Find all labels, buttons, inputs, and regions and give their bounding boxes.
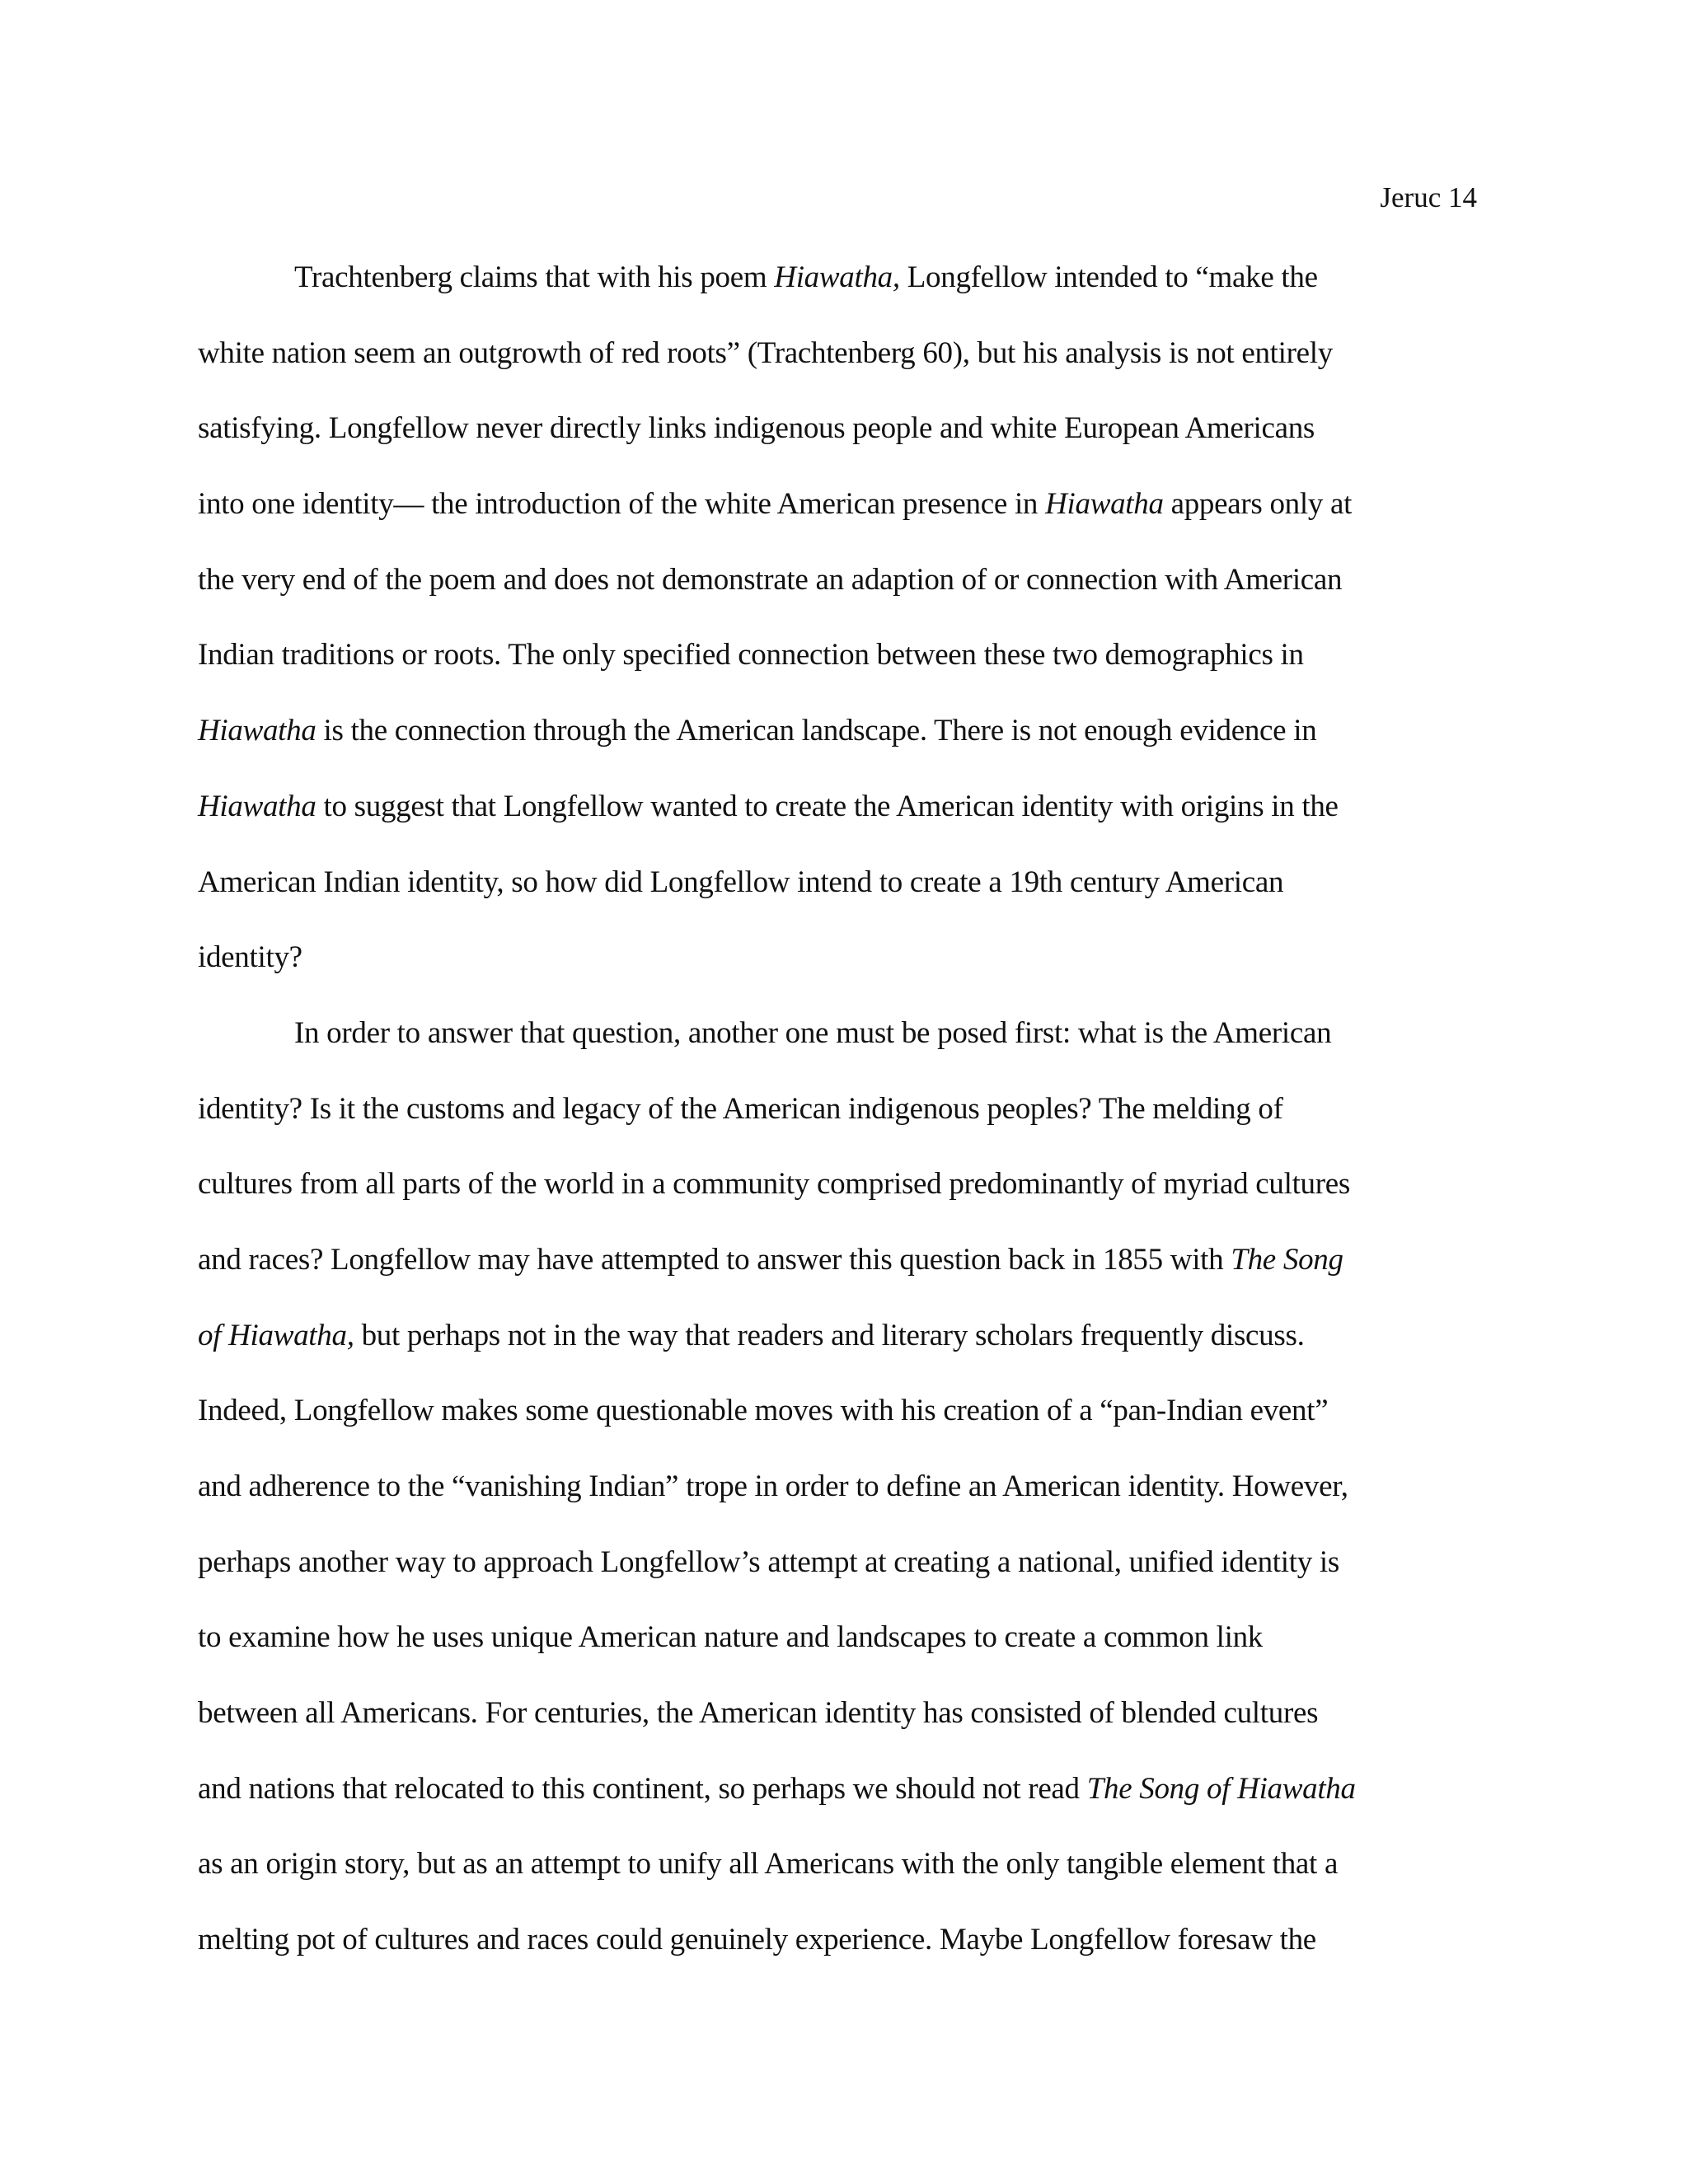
text-run: identity? <box>198 940 302 975</box>
text-run: identity? Is it the customs and legacy of the American indigenous peoples? The melding of <box>198 1091 1283 1126</box>
text-line <box>198 693 1490 769</box>
text-run: into one identity— the introduction of the white American presence in <box>198 487 1046 522</box>
text-run: and adherence to the “vanishing Indian” trope in order to define an American identity. However, <box>198 1469 1348 1503</box>
italic-title: Hiawatha <box>198 789 316 823</box>
text-run: American Indian identity, so how did Longfellow intend to create a 19th century American <box>198 865 1284 899</box>
text-line <box>198 1902 1490 1978</box>
text-line <box>198 466 1490 542</box>
text-run: as an origin story, but as an attempt to unify all Americans with the only tangible element that a <box>198 1847 1339 1882</box>
text-run: Longfellow intended to “make the <box>899 260 1318 294</box>
text-line <box>198 1222 1490 1298</box>
text-line <box>198 1298 1490 1374</box>
text-line <box>198 1449 1490 1525</box>
paragraph <box>198 240 1490 996</box>
italic-title: Hiawatha <box>198 714 316 748</box>
text-run: to suggest that Longfellow wanted to create the American identity with origins in the <box>316 789 1339 823</box>
text-line <box>198 542 1490 618</box>
text-line <box>198 1373 1490 1449</box>
text-run: Trachtenberg claims that with his poem <box>294 260 775 294</box>
text-run: between all Americans. For centuries, the American identity has consisted of blended cultures <box>198 1696 1319 1731</box>
text-run: is the connection through the American landscape. There is not enough evidence in <box>316 714 1317 748</box>
text-run: and races? Longfellow may have attempted to answer this question back in 1855 with <box>198 1242 1231 1277</box>
text-run: to examine how he uses unique American nature and landscapes to create a common link <box>198 1620 1263 1655</box>
text-line <box>198 769 1490 845</box>
text-run: and nations that relocated to this continent, so perhaps we should not read <box>198 1771 1087 1806</box>
text-line <box>198 920 1490 996</box>
text-line <box>198 1146 1490 1222</box>
text-line <box>198 1071 1490 1147</box>
italic-title: Hiawatha, <box>774 260 900 294</box>
italic-title: The Song <box>1231 1242 1343 1277</box>
text-line <box>198 1751 1490 1827</box>
text-line <box>198 240 1490 316</box>
text-line <box>198 617 1490 693</box>
text-run: cultures from all parts of the world in a community comprised predominantly of myriad cultures <box>198 1167 1350 1202</box>
italic-title: The Song of Hiawatha <box>1086 1771 1356 1806</box>
text-run: white nation seem an outgrowth of red roots” (Trachtenberg 60), but his analysis is not entirely <box>198 335 1333 370</box>
text-line <box>198 845 1490 921</box>
text-line <box>198 1675 1490 1751</box>
text-run: but perhaps not in the way that readers and literary scholars frequently discuss. <box>354 1318 1305 1352</box>
text-line <box>198 1826 1490 1902</box>
text-run: appears only at <box>1163 487 1353 522</box>
text-line <box>198 1600 1490 1675</box>
text-line <box>198 316 1490 391</box>
text-run: melting pot of cultures and races could genuinely experience. Maybe Longfellow foresaw the <box>198 1923 1316 1957</box>
body-text <box>198 240 1490 1978</box>
text-run: perhaps another way to approach Longfellow’s attempt at creating a national, unified identity is <box>198 1544 1339 1579</box>
italic-title: of Hiawatha, <box>198 1318 354 1352</box>
text-run: In order to answer that question, another one must be posed first: what is the American <box>294 1015 1332 1050</box>
text-run: Indian traditions or roots. The only specified connection between these two demographics in <box>198 638 1304 673</box>
text-line <box>198 391 1490 466</box>
paragraph <box>198 996 1490 1978</box>
text-line <box>198 996 1490 1071</box>
italic-title: Hiawatha <box>1045 487 1164 522</box>
text-run: satisfying. Longfellow never directly links indigenous people and white European Americans <box>198 411 1315 446</box>
running-head: Jeruc 14 <box>1380 181 1477 213</box>
text-run: Indeed, Longfellow makes some questionable moves with his creation of a “pan-Indian event” <box>198 1394 1329 1428</box>
text-line <box>198 1525 1490 1601</box>
text-run: the very end of the poem and does not demonstrate an adaption of or connection with American <box>198 562 1343 597</box>
